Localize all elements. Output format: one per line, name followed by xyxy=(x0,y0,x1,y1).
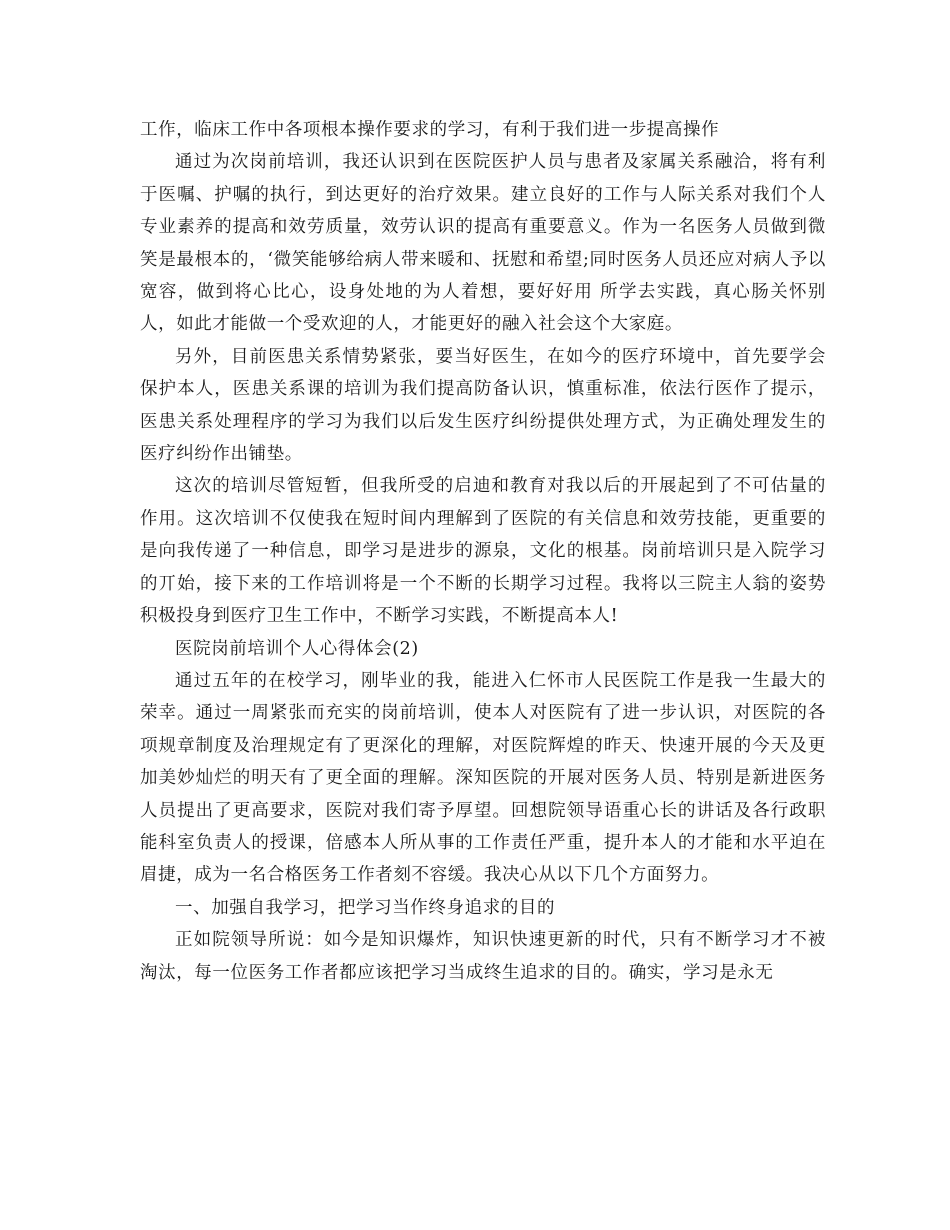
section-title: 医院岗前培训个人心得体会(2) xyxy=(175,638,419,659)
paragraph-4: 这次的培训尽管短暂，但我所受的启迪和教育对我以后的开展起到了不可估量的作用。这次培训不仅使我在短时间内理解到了医院的有关信息和效劳技能，更重要的是向我传递了一种信息，即学习是进步的源泉，文化的根基。岗前培训只是入院学习的丌始，接下来的工作培训将是一个不断的长期学习过程。我将以三院主人翁的姿势积极投身到医疗卫生工作中，不断学习实践，不断提高本人! xyxy=(140,476,826,627)
paragraph-2: 通过为次岗前培训，我还认识到在医院医护人员与患者及家属关系融洽，将有利于医嘱、护嘱的执行，到达更好的治疗效果。建立良好的工作与人际关系对我们个人专业素养的提高和效劳质量，效劳认识的提高有重要意义。作为一名医务人员做到微笑是最根本的，‘微笑能够给病人带来暖和、抚慰和希望;同时医务人员还应对病人予以宽容，做到将心比心，设身处地的为人着想，要好好用 所学去实践，真心肠关怀别人，如此才能做一个受欢迎的人，才能更好的融入社会这个大家庭。 xyxy=(140,152,826,335)
paragraph-1: 工作，临床工作中各项根本操作要求的学习，有利于我们进一步提高操作 xyxy=(140,120,720,140)
paragraph-3: 另外，目前医患关系情势紧张，要当好医生，在如今的医疗环境中，首先要学会保护本人，医患关系课的培训为我们提高防备认识，慎重标准，依法行医作了提示，医患关系处理程序的学习为我们以后发生医疗纠纷提供处理方式，为正确处理发生的医疗纠纷作出铺垫。 xyxy=(140,346,826,465)
paragraph-8: 正如院领导所说：如今是知识爆炸，知识快速更新的时代，只有不断学习才不被淘汰，每一位医务工作者都应该把学习当成终生追求的目的。确实，学习是永无 xyxy=(140,930,826,983)
paragraph-6: 通过五年的在校学习，刚毕业的我，能进入仁怀市人民医院工作是我一生最大的荣幸。通过一周紧张而充实的岗前培训，使本人对医院有了进一步认识，对医院的各项规章制度及治理规定有了更深化的理解，对医院辉煌的昨天、快速开展的今天及更加美妙灿烂的明天有了更全面的理解。深知医院的开展对医务人员、特别是新进医务人员提出了更高要求，医院对我们寄予厚望。回想院领导语重心长的讲话及各行政职能科室负责人的授课，倍感本人所从事的工作责任严重，提升本人的才能和水平迫在眉捷，成为一名合格医务工作者刻不容缓。我决心从以下几个方面努力。 xyxy=(140,670,826,886)
document-body xyxy=(140,114,826,989)
section-heading-1: 一、加强自我学习，把学习当作终身追求的目的 xyxy=(175,897,556,918)
